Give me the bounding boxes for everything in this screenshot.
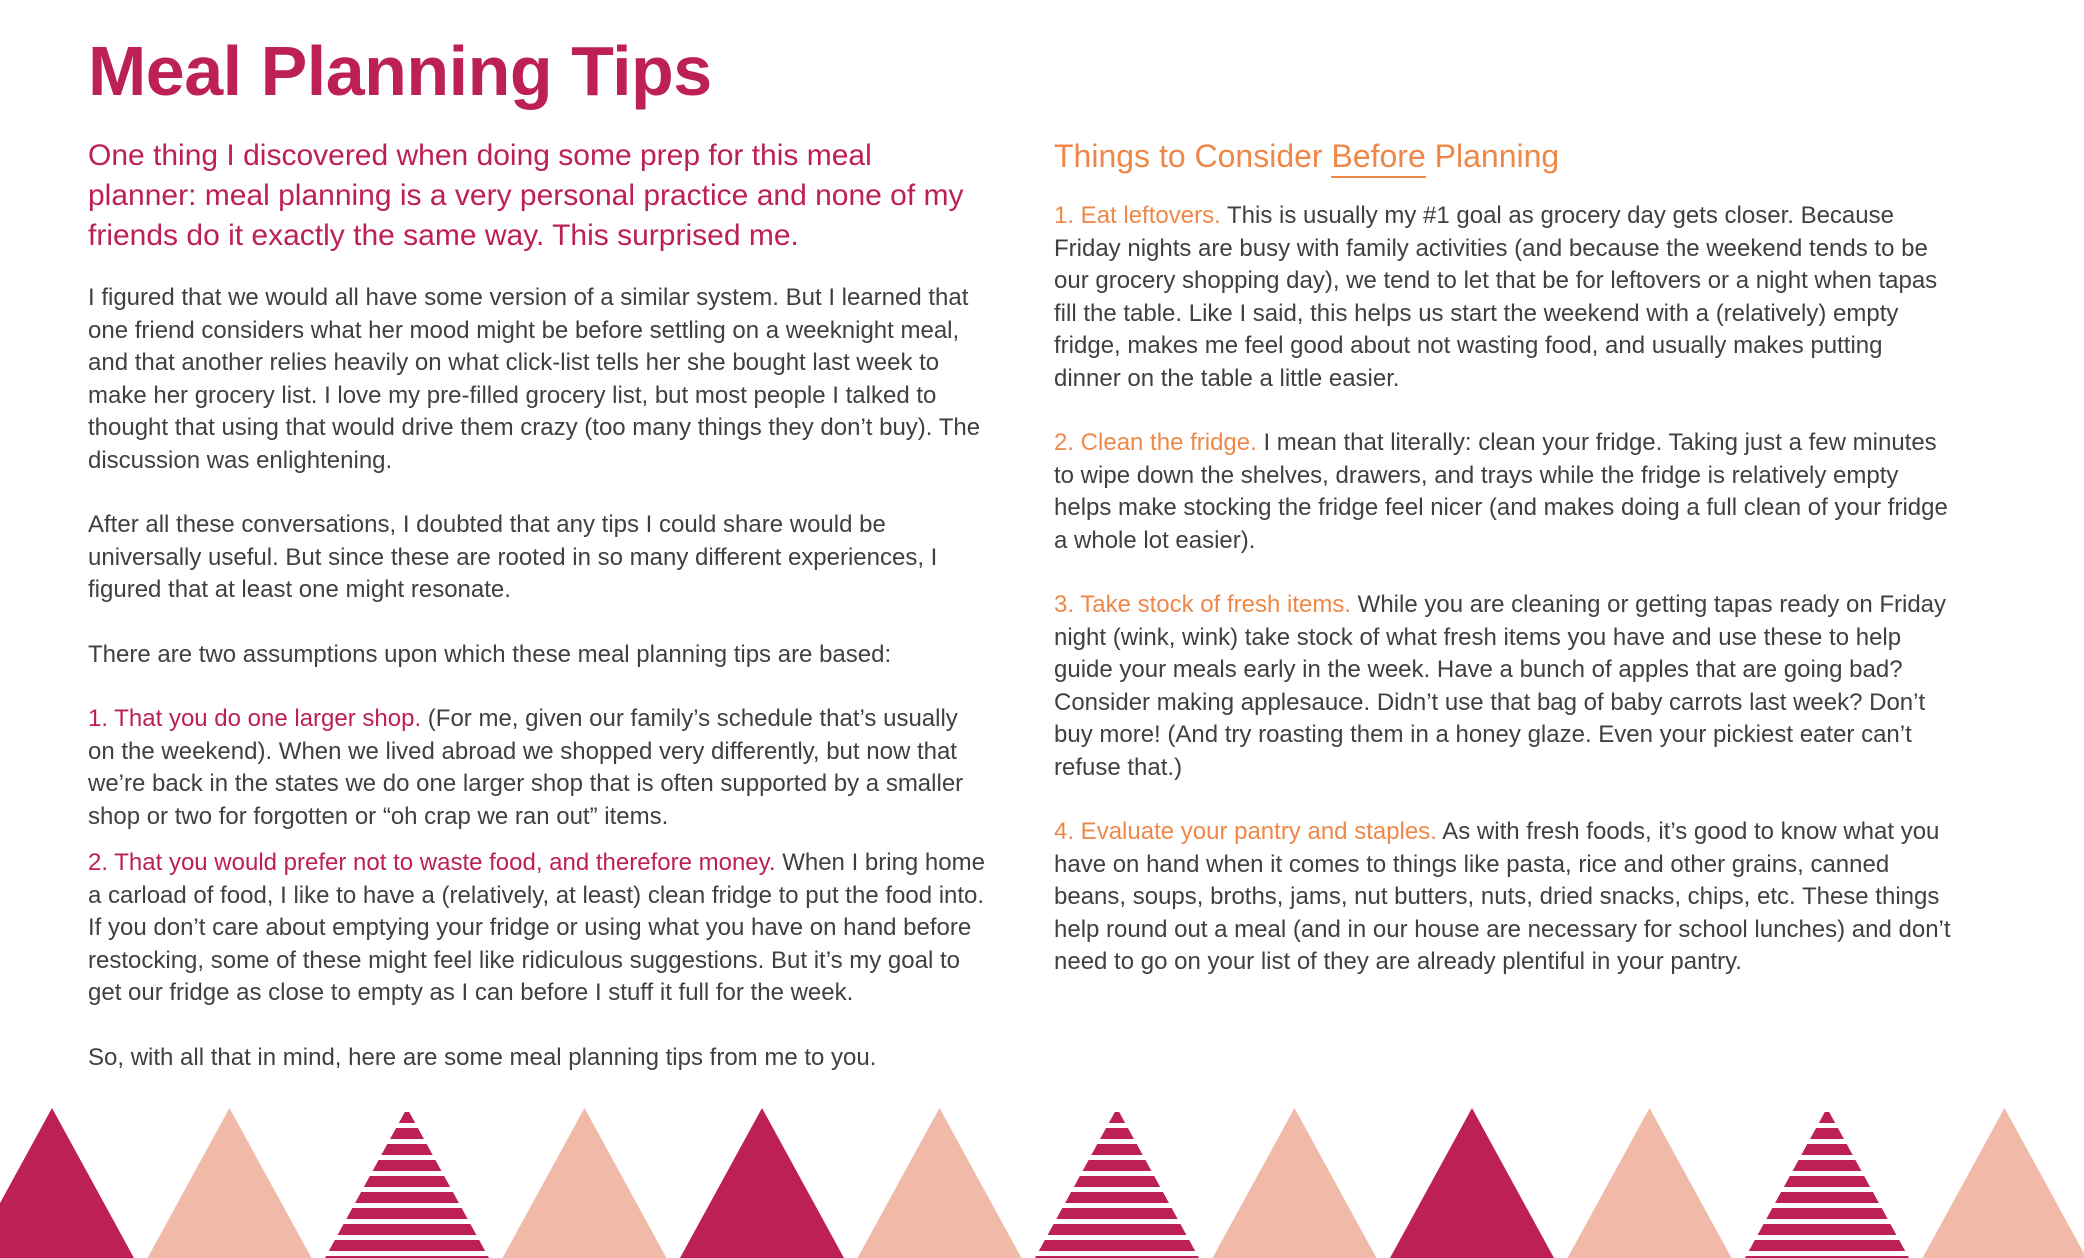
tip-body: This is usually my #1 goal as grocery day gets closer. Because Friday nights are busy with family activities (and because the weekend tends to be our grocery shopping day), we tend to let that be for leftovers or a night when tapas fill the table. Like I said, this helps us start the weekend with a (relatively) empty fridge, makes me feel good about not wasting food, and usually makes putting dinner on the table a little easier. <box>1054 202 1938 392</box>
paragraph-conversations: After all these conversations, I doubted that any tips I could share would be universally useful. But since these are rooted in so many different experiences, I figured that at least one might resonate. <box>88 511 938 603</box>
tip-body: I mean that literally: clean your fridge. Taking just a few minutes to wipe down the shelves, drawers, and trays while the fridge is relatively empty helps make stocking the fridge feel nicer (and makes doing a full clean of your fridge a whole lot easier). <box>1054 429 1948 554</box>
assumption-two <box>88 847 988 1010</box>
tip-pantry-staples <box>1054 816 1954 979</box>
tip-lead: 1. Eat leftovers. <box>1054 202 1221 229</box>
assumption-two-lead: 2. That you would prefer not to waste food, and therefore money. <box>88 849 776 876</box>
triangle-border <box>0 1104 2084 1258</box>
consider-heading-pre: Things to Consider <box>1054 138 1332 174</box>
page-title: Meal Planning Tips <box>88 32 712 110</box>
assumption-two-body: When I bring home a carload of food, I like to have a (relatively, at least) clean fridge to put the food into. If you don’t care about emptying your fridge or using what you have on hand before restocking, some of these might feel like ridiculous suggestions. But it’s my goal to get our fridge as close to empty as I can before I stuff it full for the week. <box>88 849 985 1006</box>
triangle-peach <box>858 1108 1022 1258</box>
triangle-solid-magenta <box>0 1108 134 1258</box>
consider-heading-post: Planning <box>1425 138 1560 174</box>
consider-heading <box>1054 136 1954 176</box>
triangle-striped-magenta <box>1035 1108 1199 1258</box>
tip-body: As with fresh foods, it’s good to know what you have on hand when it comes to things like pasta, rice and other grains, canned beans, soups, broths, jams, nut butters, nuts, dried snacks, chips, etc. These things help round out a meal (and in our house are necessary for school lunches) and don’t need to go on your list of they are already plentiful in your pantry. <box>1054 818 1951 975</box>
intro-paragraph: One thing I discovered when doing some prep for this meal planner: meal planning is a very personal practice and none of my friends do it exactly the same way. This surprised me. <box>88 139 964 252</box>
assumption-one-body: (For me, given our family’s schedule that’s usually on the weekend). When we lived abroad we shopped very differently, but now that we’re back in the states we do one larger shop that is often supported by a smaller shop or two for forgotten or “oh crap we ran out” items. <box>88 705 964 830</box>
triangle-peach <box>1213 1108 1377 1258</box>
triangle-peach <box>503 1108 667 1258</box>
triangle-peach <box>148 1108 312 1258</box>
tip-fresh-items <box>1054 589 1954 784</box>
tip-lead: 2. Clean the fridge. <box>1054 429 1257 456</box>
right-column <box>1054 136 1954 1011</box>
assumption-one-lead: 1. That you do one larger shop. <box>88 705 422 732</box>
tip-lead: 4. Evaluate your pantry and staples. <box>1054 818 1437 845</box>
assumption-one <box>88 703 988 833</box>
triangle-peach <box>1923 1108 2084 1258</box>
triangle-solid-magenta <box>680 1108 844 1258</box>
triangle-peach <box>1568 1108 1732 1258</box>
triangle-solid-magenta <box>1390 1108 1554 1258</box>
triangle-striped-magenta <box>1745 1108 1909 1258</box>
tip-eat-leftovers <box>1054 200 1954 395</box>
tip-lead: 3. Take stock of fresh items. <box>1054 591 1352 618</box>
consider-heading-underlined: Before <box>1331 138 1425 178</box>
paragraph-assumptions-intro: There are two assumptions upon which these meal planning tips are based: <box>88 640 892 668</box>
paragraph-system: I figured that we would all have some version of a similar system. But I learned that one friend considers what her mood might be before settling on a weeknight meal, and that another relies heavily on what click-list tells her she bought last week to make her grocery list. I love my pre-filled grocery list, but most people I talked to thought that using that would drive them crazy (too many things they don’t buy). The discussion was enlightening. <box>88 284 981 474</box>
tip-clean-fridge <box>1054 427 1954 557</box>
tip-body: While you are cleaning or getting tapas ready on Friday night (wink, wink) take stock of what fresh items you have and use these to help guide your meals early in the week. Have a bunch of apples that are going bad? Consider making applesauce. Didn’t use that bag of baby carrots last week? Don’t buy more! (And try roasting them in a honey glaze. Even your pickiest eater can’t refuse that.) <box>1054 591 1947 781</box>
left-column <box>88 136 988 1074</box>
triangle-striped-magenta <box>325 1108 489 1258</box>
closing-paragraph: So, with all that in mind, here are some meal planning tips from me to you. <box>88 1043 877 1071</box>
